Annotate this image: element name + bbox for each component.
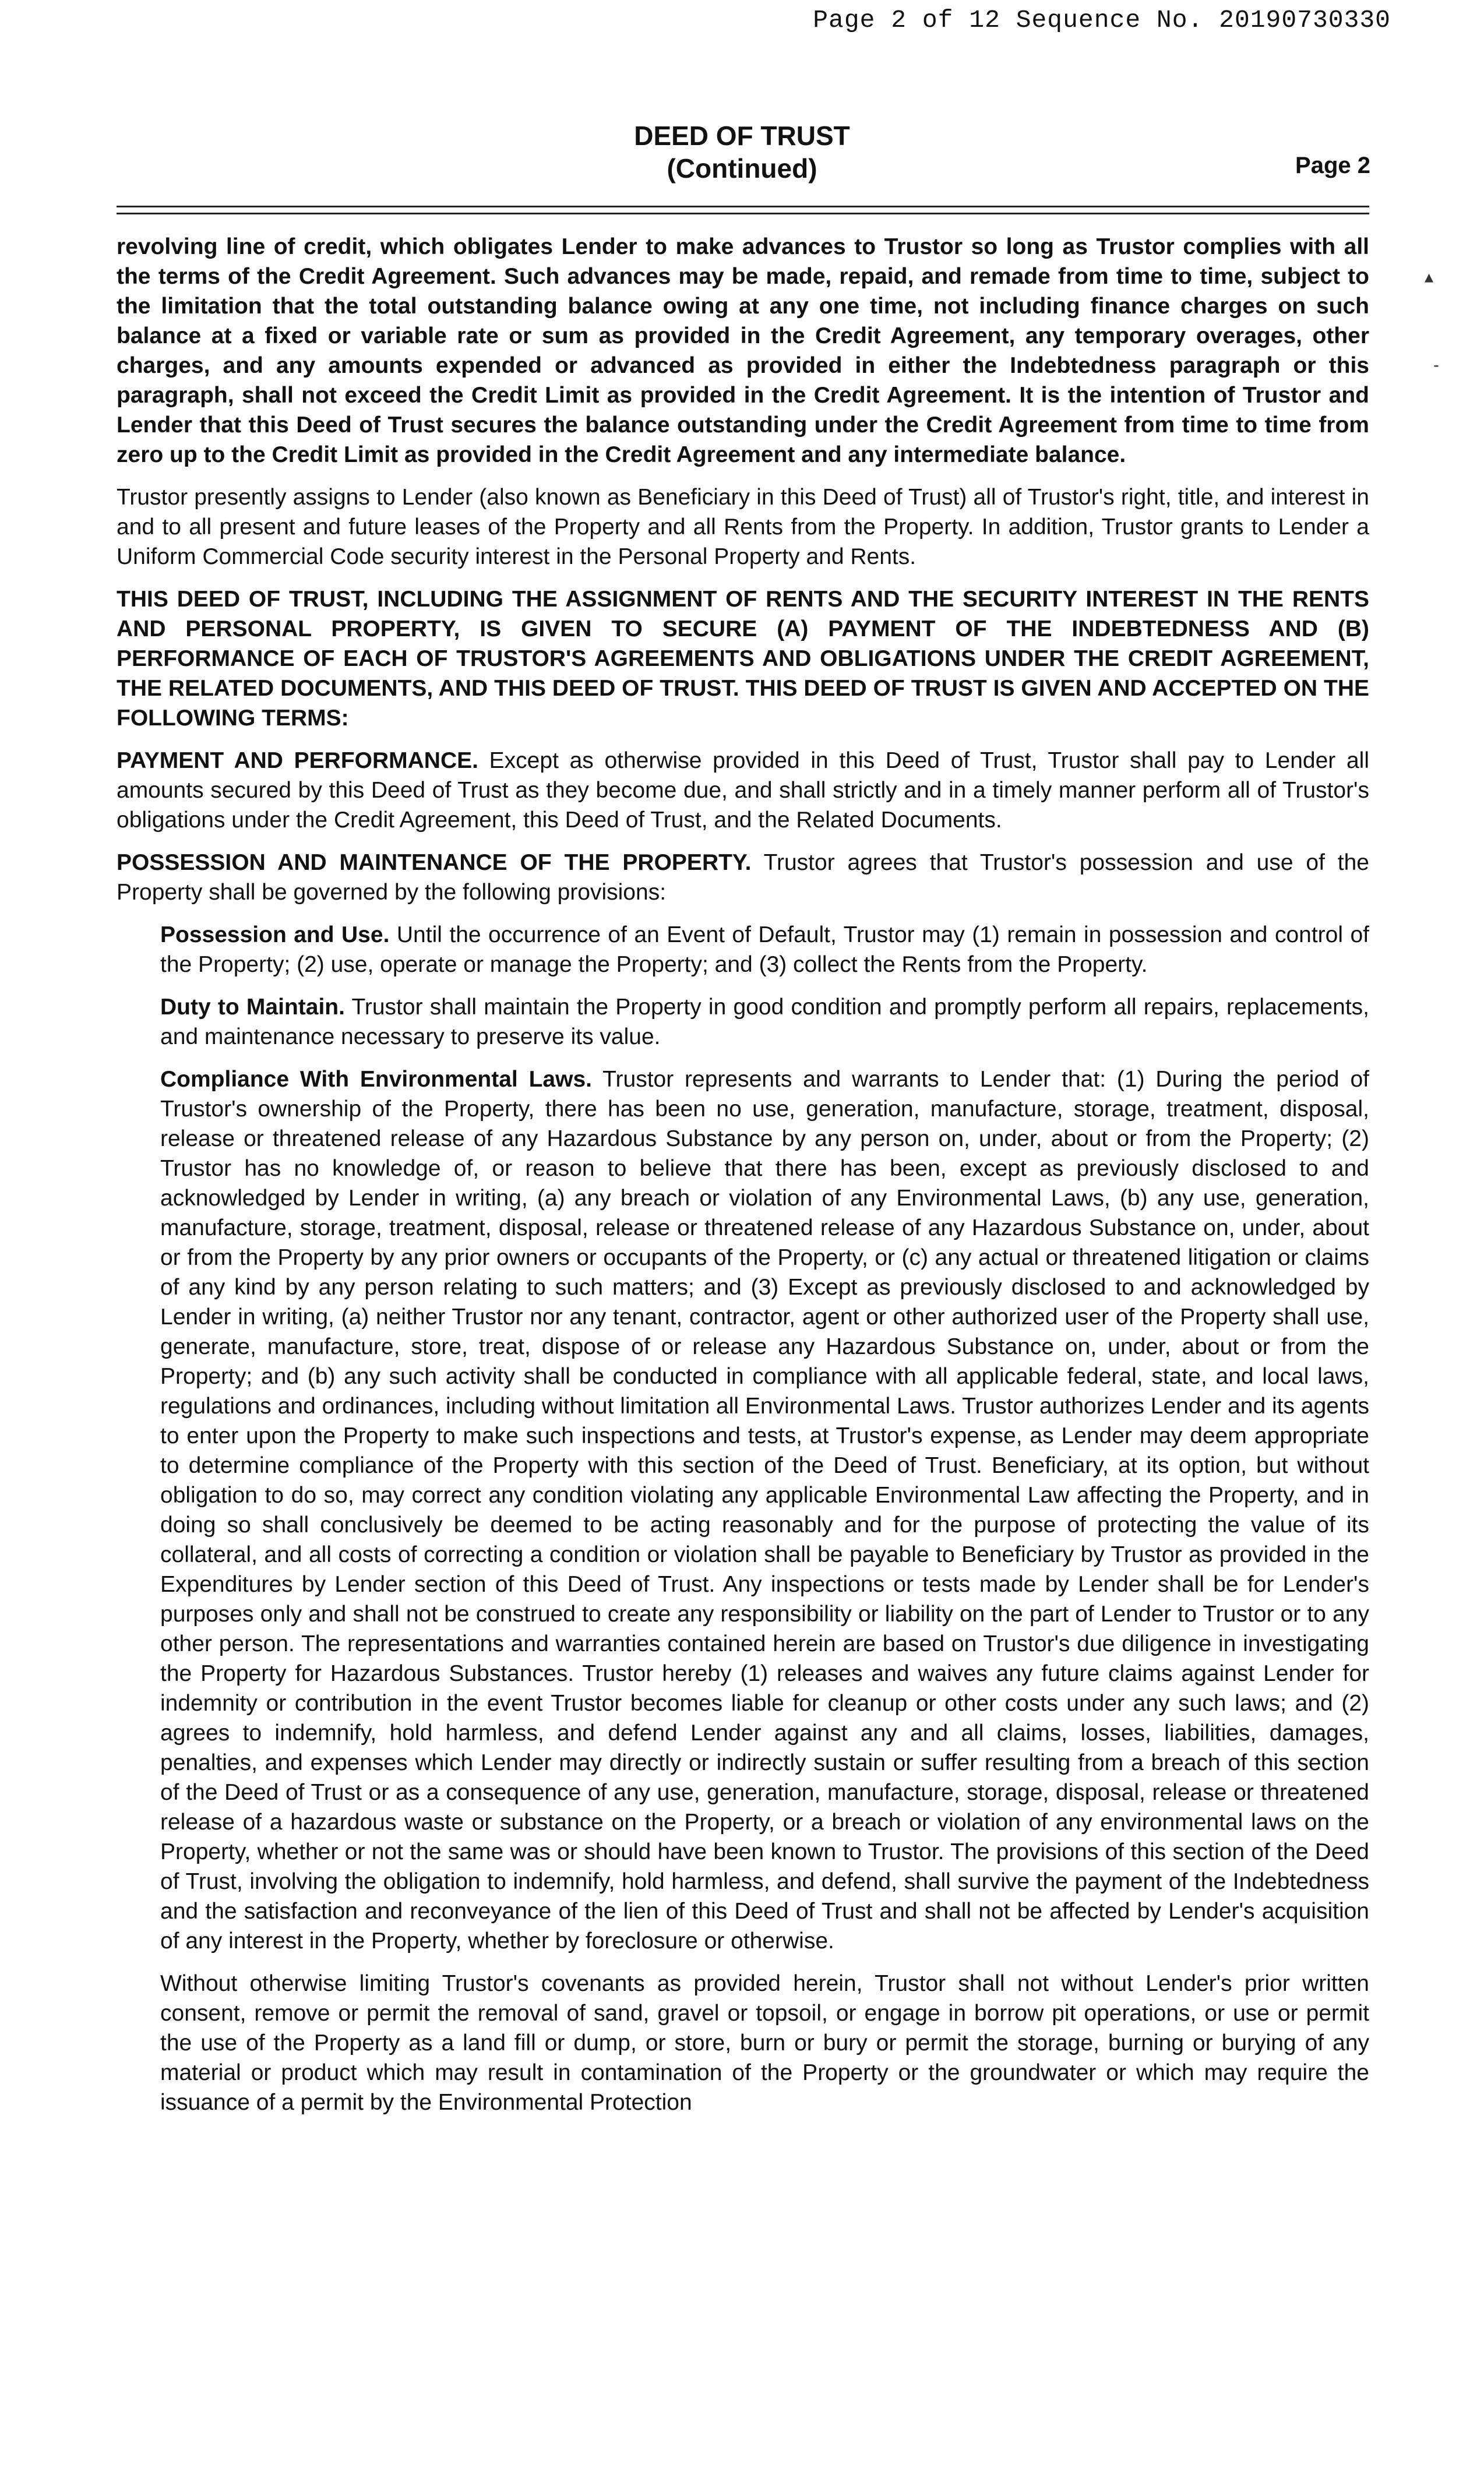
subsection-text: Trustor represents and warrants to Lender that: (1) During the period of Trustor's ownership of the Property, there has been no use, generation, manufacture, storage, treatment, disposal, release or threatened release of any Hazardous Substance by any person on, under, about or from the Property; (2) Trustor has no knowledge of, or reason to believe that there has been, except as previously disclosed to and acknowledged by Lender in writing, (a) any breach or violation of any Environmental Laws, (b) any use, generation, manufacture, storage, treatment, disposal, release or threatened release of any Hazardous Substance on, under, about or from the Property by any prior owners or occupants of the Property, or (c) any actual or threatened litigation or claims of any kind by any person relating to such matters; and (3) Except as previously disclosed to and acknowledged by Lender in writing, (a) neither Trustor nor any tenant, contractor, agent or other authorized user of the Property shall use, generate, manufacture, store, treat, dispose of or release any Hazardous Substance on, under, about or from the Property; and (b) any such activity shall be conducted in compliance with all applicable federal, state, and local laws, regulations and ordinances, including without limitation all Environmental Laws. Trustor authorizes Lender and its agents to enter upon the Property to make such inspections and tests, at Trustor's expense, as Lender may deem appropriate to determine compliance of the Property with this section of the Deed of Trust. Beneficiary, at its option, but without obligation to do so, may correct any condition violating any applicable Environmental Law affecting the Property, and in doing so shall conclusively be deemed to be acting reasonably and for the purpose of protecting the value of its collateral, and all costs of correcting a condition or violation shall be payable to Beneficiary by Trustor as provided in the Expenditures by Lender section of this Deed of Trust. Any inspections or tests made by Lender shall be for Lender's purposes only and shall not be construed to create any responsibility or liability on the part of Lender to Trustor or to any other person. The representations and warranties contained herein are based on Trustor's due diligence in investigating the Property for Hazardous Substances. Trustor hereby (1) releases and waives any future claims against Lender for indemnity or contribution in the event Trustor becomes liable for cleanup or other costs under any such laws; and (2) agrees to indemnify, hold harmless, and defend Lender against any and all claims, losses, liabilities, damages, penalties, and expenses which Lender may directly or indirectly sustain or suffer resulting from a breach of this section of the Deed of Trust or as a consequence of any use, generation, manufacture, storage, disposal, release or threatened release of a hazardous waste or substance on the Property, or a breach or violation of any environmental laws on the Property, whether or not the same was or should have been known to Trustor. The provisions of this section of the Deed of Trust, involving the obligation to indemnify, hold harmless, and defend, shall survive the payment of the Indebtedness and the satisfaction and reconveyance of the lien of this Deed of Trust and shall not be affected by Lender's acquisition of any interest in the Property, whether by foreclosure or otherwise. [160,1067,1369,1954]
page-number-label: Page 2 [1295,153,1370,178]
section-heading: PAYMENT AND PERFORMANCE. [117,748,478,773]
section-heading: POSSESSION AND MAINTENANCE OF THE PROPERTY. [117,850,752,875]
header-divider-bottom [117,213,1369,214]
document-title: DEED OF TRUST [634,121,850,151]
section-text: Except as otherwise provided in this Deed of Trust, Trustor shall pay to Lender all amounts secured by this Deed of Trust as they become due, and shall strictly and in a timely manner perform all of Trustor's obligations under the Credit Agreement, this Deed of Trust, and the Related Documents. [117,748,1369,833]
paragraph-possession-use [160,920,1369,979]
subsection-text: Until the occurrence of an Event of Default, Trustor may (1) remain in possession and control of the Property; (2) use, operate or manage the Property; and (3) collect the Rents from the Property. [160,922,1369,977]
paragraph-possession-maintenance [117,848,1369,907]
paragraph-environmental-compliance [160,1064,1369,1956]
section-text: Trustor agrees that Trustor's possession and use of the Property shall be governed by the following provisions: [117,850,1369,905]
paragraph-nuisance-waste: Without otherwise limiting Trustor's covenants as provided herein, Trustor shall not without Lender's prior written consent, remove or permit the removal of sand, gravel or topsoil, or engage in borrow pit operations, or use or permit the use of the Property as a land fill or dump, or store, burn or bury or permit the storage, burning or burying of any material or product which may result in contamination of the Property or the groundwater or which may require the issuance of a permit by the Environmental Protection [160,1971,1369,2115]
scan-dash-mark: - [1433,355,1439,375]
paragraph-payment-performance [117,746,1369,835]
page-header [0,119,1484,185]
document-subtitle: (Continued) [667,153,817,184]
paragraph-security-statement: THIS DEED OF TRUST, INCLUDING THE ASSIGNMENT OF RENTS AND THE SECURITY INTEREST IN THE RENTS AND PERSONAL PROPERTY, IS GIVEN TO SECURE (A) PAYMENT OF THE INDEBTEDNESS AND (B) PERFORMANCE OF EACH OF TRUSTOR'S AGREEMENTS AND OBLIGATIONS UNDER THE CREDIT AGREEMENT, THE RELATED DOCUMENTS, AND THIS DEED OF TRUST. THIS DEED OF TRUST IS GIVEN AND ACCEPTED ON THE FOLLOWING TERMS: [117,587,1369,731]
paragraph-credit-line: revolving line of credit, which obligates Lender to make advances to Trustor so long as Trustor complies with all the terms of the Credit Agreement. Such advances may be made, repaid, and remade from time to time, subject to the limitation that the total outstanding balance owing at any one time, not including finance charges on such balance at a fixed or variable rate or sum as provided in the Credit Agreement, any temporary overages, other charges, and any amounts expended or advanced as provided in either the Indebtedness paragraph or this paragraph, shall not exceed the Credit Limit as provided in the Credit Agreement. It is the intention of Trustor and Lender that this Deed of Trust secures the balance outstanding under the Credit Agreement from time to time from zero up to the Credit Limit as provided in the Credit Agreement and any intermediate balance. [117,234,1369,467]
subsection-heading: Duty to Maintain. [160,995,345,1020]
document-body [117,232,1369,2130]
paragraph-assignment: Trustor presently assigns to Lender (also known as Beneficiary in this Deed of Trust) all of Trustor's right, title, and interest in and to all present and future leases of the Property and all Rents from the Property. In addition, Trustor grants to Lender a Uniform Commercial Code security interest in the Personal Property and Rents. [117,485,1369,569]
paragraph-duty-to-maintain [160,992,1369,1052]
subsection-text: Trustor shall maintain the Property in good condition and promptly perform all repairs, replacements, and maintenance necessary to preserve its value. [160,995,1369,1049]
subsection-heading: Possession and Use. [160,922,390,947]
header-divider-top [117,206,1369,207]
scan-speck-mark: ▴ [1425,267,1434,287]
sequence-stamp: Page 2 of 12 Sequence No. 20190730330 [813,6,1391,34]
subsection-heading: Compliance With Environmental Laws. [160,1067,592,1092]
